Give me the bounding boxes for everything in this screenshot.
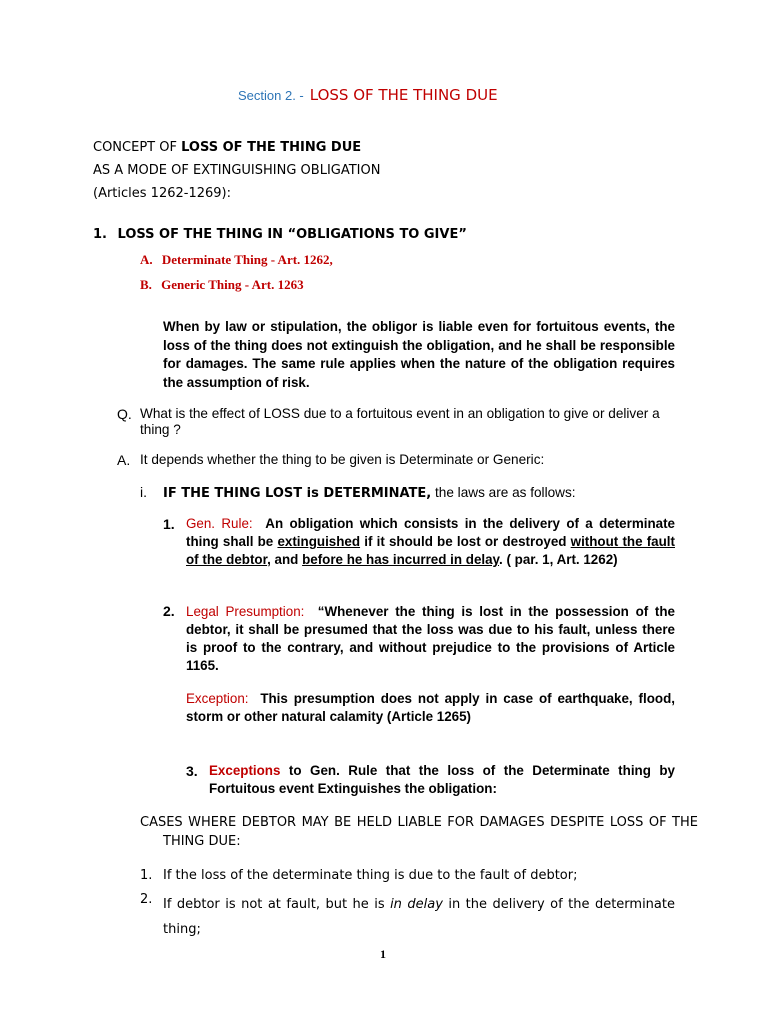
sub-item-a: A. Determinate Thing - Art. 1262, (140, 252, 333, 267)
heading-obligations-to-give (93, 227, 467, 242)
section-title: LOSS OF THE THING DUE (309, 86, 498, 104)
legal-presumption-label: Legal Presumption: (186, 604, 305, 619)
exception-text: Exception: This presumption does not apply in case of earthquake, flood, storm or other natural calamity (Article 1265) (186, 691, 675, 724)
concept-line-3: (Articles 1262-1269): (93, 186, 231, 201)
item-2-number: 2. (163, 603, 175, 619)
roman-i-text: IF THE THING LOST is DETERMINATE, the laws are as follows: (163, 485, 576, 501)
item-3-number: 3. (186, 763, 198, 779)
case-2-number: 2. (140, 892, 153, 907)
exception-label: Exception: (186, 691, 249, 706)
question-label: Q. (117, 406, 132, 422)
case-1-number: 1. (140, 868, 153, 883)
heading-number: 1. (93, 227, 107, 242)
item-1-text: Gen. Rule: An obligation which consists in the delivery of a determinate thing shall be extinguished if it should be lost or destroyed without the fault of the debtor, and before he has incurred in delay. ( par. 1, Art. 1262) (186, 516, 675, 567)
answer-label: A. (117, 452, 131, 468)
sub-item-b: B. Generic Thing - Art. 1263 (140, 277, 304, 292)
item-1-number: 1. (163, 516, 175, 532)
page-number: 1 (380, 947, 386, 961)
exceptions-label: Exceptions (209, 763, 281, 778)
concept-bold: LOSS OF THE THING DUE (181, 140, 362, 155)
item-2-text: Legal Presumption: “Whenever the thing is lost in the possession of the debtor, it shall be presumed that the loss was due to his fault, unless there is proof to the contrary, and without prejudice to the provisions of Article 1165. (186, 604, 675, 673)
case-1-text: If the loss of the determinate thing is due to the fault of debtor; (163, 868, 578, 883)
section-label: Section 2. - (238, 88, 304, 103)
heading-text: LOSS OF THE THING IN “OBLIGATIONS TO GIVE” (117, 227, 467, 242)
gen-rule-label: Gen. Rule: (186, 516, 253, 531)
item-3-text: Exceptions to Gen. Rule that the loss of the Determinate thing by Fortuitous event Extinguishes the obligation: (209, 763, 675, 796)
case-2-text: If debtor is not at fault, but he is in delay in the delivery of the determinate thing; (163, 897, 675, 937)
answer-text: It depends whether the thing to be given is Determinate or Generic: (140, 452, 545, 467)
rule-paragraph: When by law or stipulation, the obligor is liable even for fortuitous events, the loss of the thing does not extinguish the obligation, and he shall be responsible for damages. The same rule applies when the nature of the obligation requires the assumption of risk. (163, 319, 675, 390)
concept-line-2: AS A MODE OF EXTINGUISHING OBLIGATION (93, 163, 381, 178)
concept-line-1: CONCEPT OF LOSS OF THE THING DUE (93, 140, 362, 155)
section-heading (238, 86, 498, 105)
question-text: What is the effect of LOSS due to a fortuitous event in an obligation to give or deliver a thing ? (140, 406, 660, 437)
roman-i-label: i. (140, 484, 147, 500)
cases-heading: CASES WHERE DEBTOR MAY BE HELD LIABLE FOR DAMAGES DESPITE LOSS OF THE THING DUE: (140, 815, 698, 849)
